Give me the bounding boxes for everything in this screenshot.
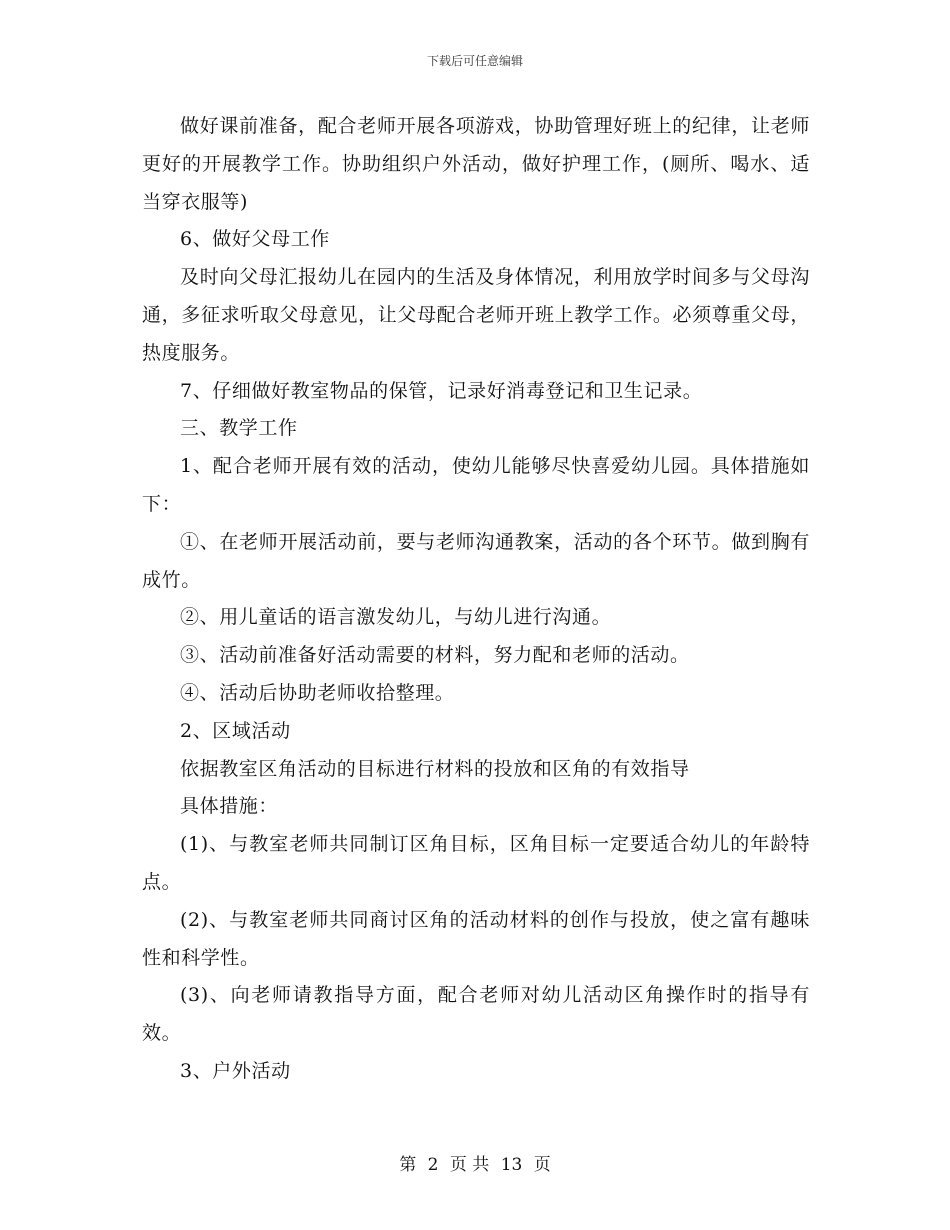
list-item: (1)、与教室老师共同制订区角目标，区角目标一定要适合幼儿的年龄特点。 <box>142 833 810 893</box>
paragraph: 及时向父母汇报幼儿在园内的生活及身体情况，利用放学时间多与父母沟通，多征求听取父母意见，让父母配合老师开班上教学工作。必须尊重父母，热度服务。 <box>142 266 810 364</box>
section-heading: 三、教学工作 <box>180 417 298 440</box>
section-heading: 6、做好父母工作 <box>180 228 330 251</box>
footer-prefix: 第 <box>399 1155 417 1175</box>
section-heading: 7、仔细做好教室物品的保管，记录好消毒登记和卫生记录。 <box>180 379 703 402</box>
page-header: 下载后可任意编辑 <box>426 54 523 68</box>
total-page-count: 13 <box>500 1155 523 1175</box>
footer-middle: 页 共 <box>449 1155 490 1175</box>
page-footer <box>0 1154 950 1176</box>
section-heading: 3、户外活动 <box>180 1059 291 1082</box>
footer-suffix: 页 <box>533 1155 551 1175</box>
list-item: ③、活动前准备好活动需要的材料，努力配和老师的活动。 <box>180 644 690 667</box>
list-item: (2)、与教室老师共同商讨区角的活动材料的创作与投放，使之富有趣味性和科学性。 <box>142 908 810 969</box>
current-page-number: 2 <box>427 1155 439 1175</box>
paragraph: 具体措施： <box>180 795 279 818</box>
paragraph: 依据教室区角活动的目标进行材料的投放和区角的有效指导 <box>180 757 690 780</box>
list-item: ①、在老师开展活动前，要与老师沟通教案，活动的各个环节。做到胸有成竹。 <box>142 530 810 591</box>
document-body <box>142 108 810 1091</box>
paragraph: 1、配合老师开展有效的活动，使幼儿能够尽快喜爱幼儿园。具体措施如下： <box>142 455 810 515</box>
list-item: ②、用儿童话的语言激发幼儿，与幼儿进行沟通。 <box>180 606 612 629</box>
list-item: ④、活动后协助老师收拾整理。 <box>180 681 455 704</box>
section-heading: 2、区域活动 <box>180 719 291 742</box>
paragraph: 做好课前准备，配合老师开展各项游戏，协助管理好班上的纪律，让老师更好的开展教学工作。协助组织户外活动，做好护理工作，(厕所、喝水、适当穿衣服等) <box>142 115 810 213</box>
list-item: (3)、向老师请教指导方面，配合老师对幼儿活动区角操作时的指导有效。 <box>142 984 810 1045</box>
